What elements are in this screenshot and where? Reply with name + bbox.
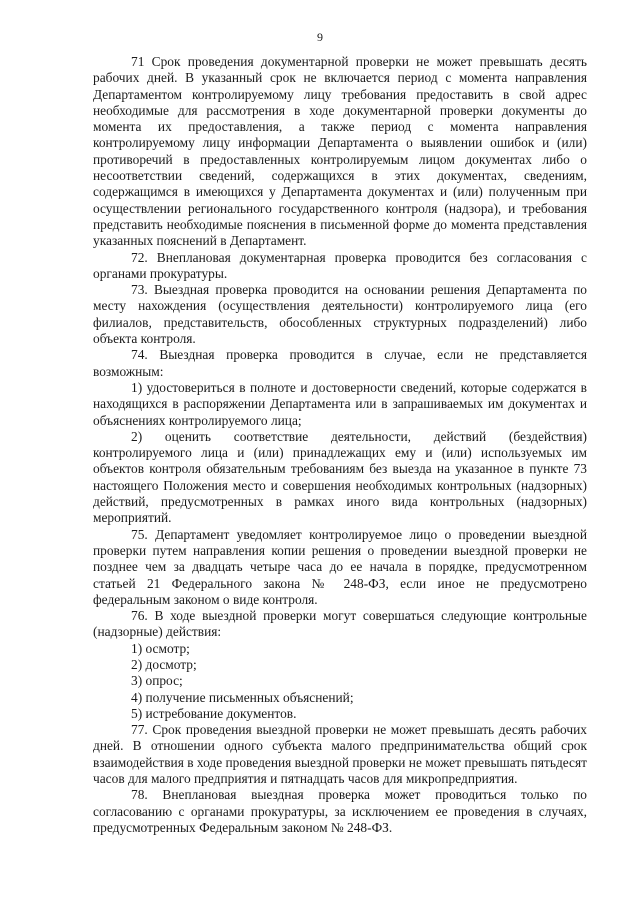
paragraph-77: 77. Срок проведения выездной проверки не может превышать десять рабочих дней. В отношении одного субъекта малого предпринимательства общий срок взаимодействия в ходе проведения выездной проверки не может превышать пятьдесят часов для малого предприятия и пятнадцать часов для микропредприятия. bbox=[93, 722, 587, 787]
paragraph-76-item-1: 1) осмотр; bbox=[131, 640, 190, 656]
paragraph-74-item-1: 1) удостовериться в полноте и достоверности сведений, которые содержатся в находящихся в распоряжении Департамента или в запрашиваемых им документах и объяснениях контролируемого лица; bbox=[93, 379, 587, 428]
paragraph-73: 73. Выездная проверка проводится на основании решения Департамента по месту нахождения (осуществления деятельности) контролируемого лица (его филиалов, представительств, обособленных структурных подразделений) либо объекта контроля. bbox=[93, 282, 587, 347]
paragraph-76-item-5: 5) истребование документов. bbox=[131, 705, 297, 721]
paragraph-71: 71 Срок проведения документарной проверки не может превышать десять рабочих дней. В указанный срок не включается период с момента направления Департаментом контролируемому лицу требования предоставить в свой адрес необходимые для рассмотрения в ходе документарной проверки документы до момента их предоставления, а также период с момента направления контролируемому лицу информации Департамента о выявлении ошибок и (или) противоречий в предоставленных контролируемым лицом документах либо о несоответствии сведений, содержащихся в этих документах, сведениям, содержащимся в имеющихся у Департамента документах и (или) полученным при осуществлении регионального государственного контроля (надзора), и требования представить необходимые пояснения в письменной форме до момента представления указанных пояснений в Департамент. bbox=[93, 54, 587, 249]
paragraph-74-item-2: 2) оценить соответствие деятельности, действий (бездействия) контролируемого лица и (или) принадлежащих ему и (или) используемых им объектов контроля обязательным требованиям без выезда на указанное в пункте 73 настоящего Положения место и совершения необходимых контрольных (надзорных) действий, предусмотренных в рамках иного вида контрольных (надзорных) мероприятий. bbox=[93, 428, 587, 526]
paragraph-78: 78. Внеплановая выездная проверка может проводиться только по согласованию с органами прокуратуры, за исключением ее проведения в случаях, предусмотренных Федеральным законом № 248-ФЗ. bbox=[93, 787, 587, 835]
paragraph-76: 76. В ходе выездной проверки могут совершаться следующие контрольные (надзорные) действия: bbox=[93, 608, 587, 640]
paragraph-72: 72. Внеплановая документарная проверка проводится без согласования с органами прокуратуры. bbox=[93, 249, 587, 281]
paragraph-76-item-3: 3) опрос; bbox=[131, 673, 183, 689]
paragraph-76-item-2: 2) досмотр; bbox=[131, 656, 197, 672]
document-body bbox=[93, 54, 587, 836]
paragraph-75: 75. Департамент уведомляет контролируемое лицо о проведении выездной проверки путем направления копии решения о проведении выездной проверки не позднее чем за двадцать четыре часа до ее начала в порядке, предусмотренном статьей 21 Федерального закона № 248-ФЗ, если иное не предусмотрено федеральным законом о виде контроля. bbox=[93, 526, 587, 607]
paragraph-74: 74. Выездная проверка проводится в случае, если не представляется возможным: bbox=[93, 347, 587, 379]
paragraph-76-item-4: 4) получение письменных объяснений; bbox=[131, 689, 354, 705]
page-number: 9 bbox=[317, 30, 323, 44]
